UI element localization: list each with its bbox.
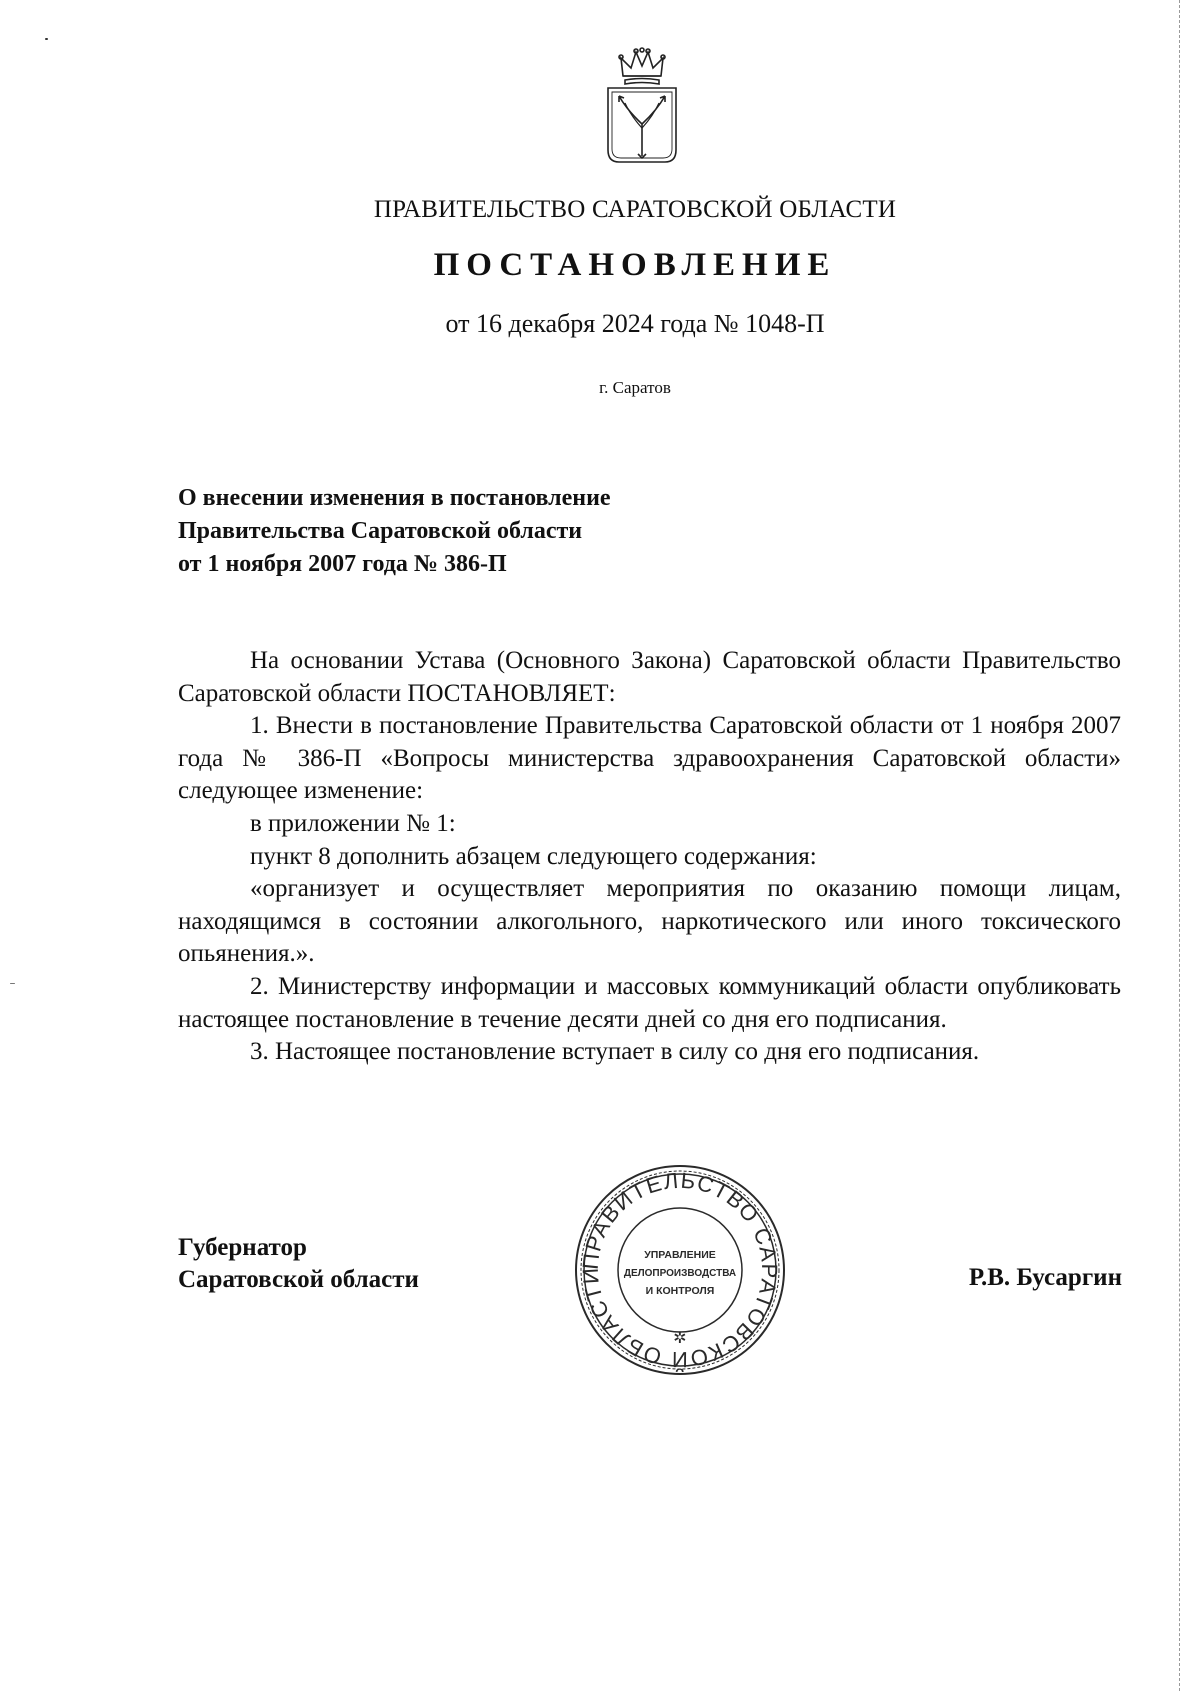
document-body [178, 645, 1121, 1069]
body-paragraph: 2. Министерству информации и массовых коммуникаций области опубликовать настоящее постановление в течение десяти дней со дня его подписания. [178, 972, 1121, 1033]
document-subject [178, 482, 778, 581]
government-name: ПРАВИТЕЛЬСТВО САРАТОВСКОЙ ОБЛАСТИ [373, 196, 897, 223]
seal-inner-line: ДЕЛОПРОИЗВОДСТВА [623, 1268, 737, 1279]
scan-speck [10, 983, 15, 984]
signatory-name: Р.В. Бусаргин [968, 1264, 1122, 1291]
subject-line: от 1 ноября 2007 года № 386-П [178, 551, 507, 577]
body-paragraph: 1. Внести в постановление Правительства Саратовской области от 1 ноября 2007 года № 386-П «Вопросы министерства здравоохранения Саратовской области» следующее изменение: [178, 712, 1121, 805]
document-date-number: от 16 декабря 2024 года № 1048-П [445, 309, 825, 338]
official-seal-stamp [570, 1160, 790, 1380]
body-paragraph: в приложении № 1: [250, 809, 456, 837]
scan-speck [45, 38, 48, 40]
seal-inner-line: УПРАВЛЕНИЕ [644, 1249, 716, 1261]
body-paragraph: «организует и осуществляет мероприятия по оказанию помощи лицам, находящимся в состоянии алкогольного, наркотического или иного токсического опьянения.». [178, 875, 1121, 968]
subject-line: Правительства Саратовской области [178, 518, 583, 544]
body-paragraph: 3. Настоящее постановление вступает в силу со дня его подписания. [250, 1038, 980, 1066]
document-city: г. Саратов [599, 378, 671, 397]
document-type: ПОСТАНОВЛЕНИЕ [433, 247, 837, 283]
subject-line: О внесении изменения в постановление [178, 485, 611, 511]
body-paragraph: пункт 8 дополнить абзацем следующего содержания: [250, 842, 817, 870]
signatory-position-line: Губернатор [178, 1234, 307, 1261]
seal-outer-text: ПРАВИТЕЛЬСТВО САРАТОВСКОЙ ОБЛАСТИ [577, 1167, 783, 1373]
seal-inner-line: И КОНТРОЛЯ [645, 1285, 715, 1297]
seal-star-icon: ✲ [673, 1328, 687, 1347]
coat-of-arms-icon [603, 46, 681, 170]
signatory-position [178, 1232, 419, 1296]
signatory-position-line: Саратовской области [178, 1266, 419, 1293]
body-paragraph: На основании Устава (Основного Закона) Саратовской области Правительство Саратовской области ПОСТАНОВЛЯЕТ: [178, 647, 1121, 707]
